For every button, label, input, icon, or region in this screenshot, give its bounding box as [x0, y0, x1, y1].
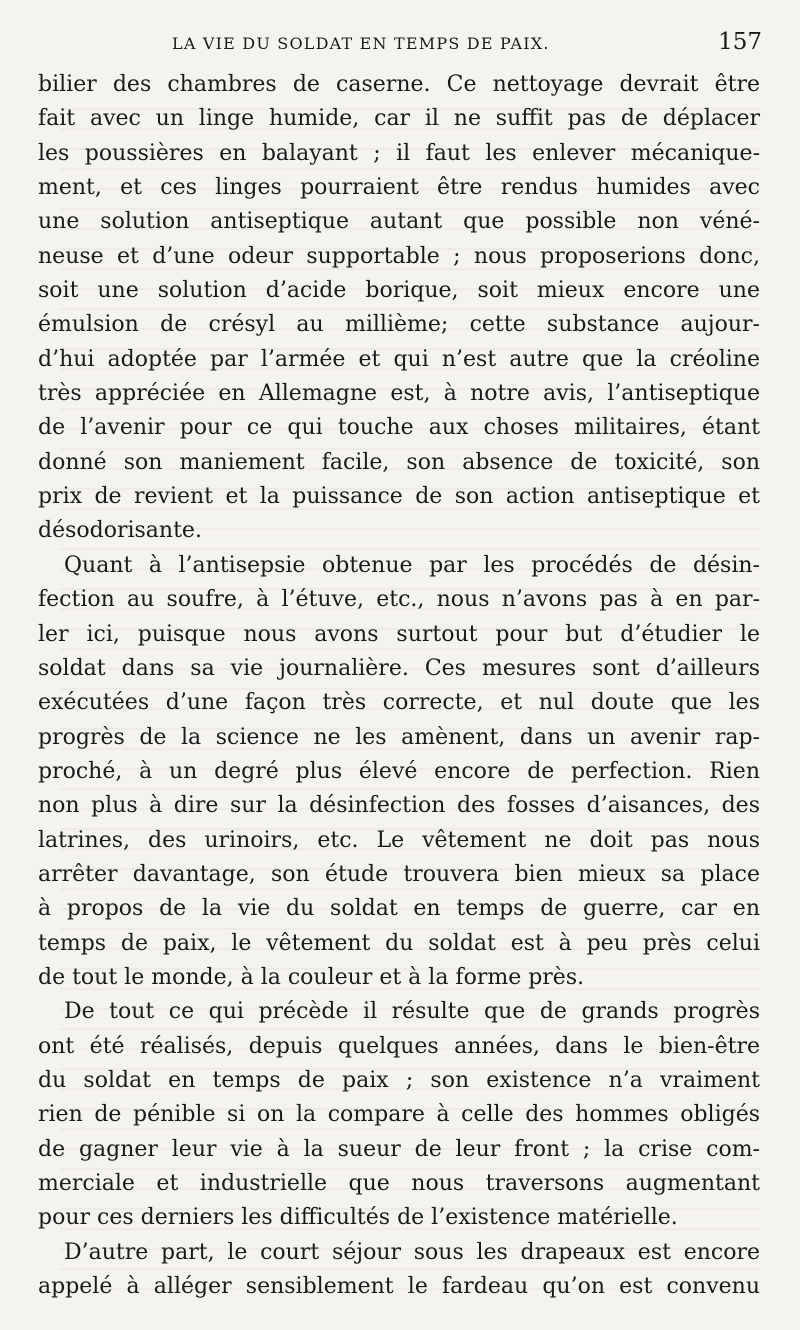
text-line: D’autre part, le court séjour sous les drapeaux est encore	[64, 1239, 760, 1265]
text-line: proché, à un degré plus élevé encore de perfection. Rien	[38, 758, 760, 784]
page-number: 157	[718, 29, 762, 55]
text-line: soldat dans sa vie journalière. Ces mesures sont d’ailleurs	[38, 655, 760, 681]
body-text	[38, 68, 760, 1304]
paragraph-2	[38, 549, 760, 995]
text-line: ment, et ces linges pourraient être rendus humides avec	[38, 175, 760, 201]
text-line: latrines, des urinoirs, etc. Le vêtement ne doit pas nous	[38, 827, 760, 853]
paragraph-3	[38, 995, 760, 1235]
text-line: d’hui adoptée par l’armée et qui n’est autre que la créoline	[38, 346, 760, 372]
text-line: désodorisante.	[38, 518, 202, 544]
text-line: Quant à l’antisepsie obtenue par les procédés de désin-	[64, 552, 760, 578]
text-line: merciale et industrielle que nous traversons augmentant	[38, 1171, 760, 1196]
text-line: prix de revient et la puissance de son action antiseptique et	[38, 484, 760, 510]
text-line: soit une solution d’acide borique, soit mieux encore une	[38, 278, 760, 304]
running-head	[0, 29, 800, 60]
text-line: De tout ce qui précède il résulte que de grands progrès	[64, 999, 760, 1025]
text-line: arrêter davantage, son étude trouvera bien mieux sa place	[38, 861, 760, 887]
paragraph-4	[38, 1236, 760, 1305]
text-line: bilier des chambres de caserne. Ce nettoyage devrait être	[38, 72, 760, 97]
running-title: LA VIE DU SOLDAT EN TEMPS DE PAIX.	[172, 34, 550, 53]
text-line: fait avec un linge humide, car il ne suffit pas de déplacer	[38, 106, 760, 132]
text-line: du soldat en temps de paix ; son existence n’a vraiment	[38, 1067, 760, 1093]
text-line: ont été réalisés, depuis quelques années, dans le bien-être	[38, 1033, 760, 1059]
text-line: fection au soufre, à l’étuve, etc., nous n’avons pas à en par-	[38, 587, 760, 613]
text-line: progrès de la science ne les amènent, dans un avenir rap-	[38, 724, 760, 750]
text-line: temps de paix, le vêtement du soldat est à peu près celui	[38, 930, 760, 956]
paragraph-1	[38, 68, 760, 549]
text-line: à propos de la vie du soldat en temps de guerre, car en	[38, 896, 760, 922]
text-line: de tout le monde, à la couleur et à la forme près.	[38, 964, 585, 990]
text-line: très appréciée en Allemagne est, à notre avis, l’antiseptique	[38, 381, 760, 407]
text-line: émulsion de crésyl au millième; cette substance aujour-	[38, 312, 760, 338]
text-line: de l’avenir pour ce qui touche aux choses militaires, étant	[38, 415, 760, 441]
text-line: rien de pénible si on la compare à celle des hommes obligés	[38, 1102, 760, 1128]
text-line: donné son maniement facile, son absence de toxicité, son	[38, 449, 760, 475]
text-line: exécutées d’une façon très correcte, et nul doute que les	[38, 690, 760, 716]
text-line: pour ces derniers les difficultés de l’existence matérielle.	[38, 1205, 678, 1231]
text-line: ler ici, puisque nous avons surtout pour but d’étudier le	[38, 621, 760, 647]
text-line: une solution antiseptique autant que possible non véné-	[38, 209, 760, 235]
text-line: les poussières en balayant ; il faut les enlever mécanique-	[38, 140, 760, 166]
text-line: neuse et d’une odeur supportable ; nous proposerions donc,	[38, 243, 760, 269]
text-line: non plus à dire sur la désinfection des fosses d’aisances, des	[38, 793, 760, 819]
text-line: de gagner leur vie à la sueur de leur front ; la crise com-	[38, 1136, 760, 1162]
text-line: appelé à alléger sensiblement le fardeau qu’on est convenu	[38, 1274, 760, 1300]
